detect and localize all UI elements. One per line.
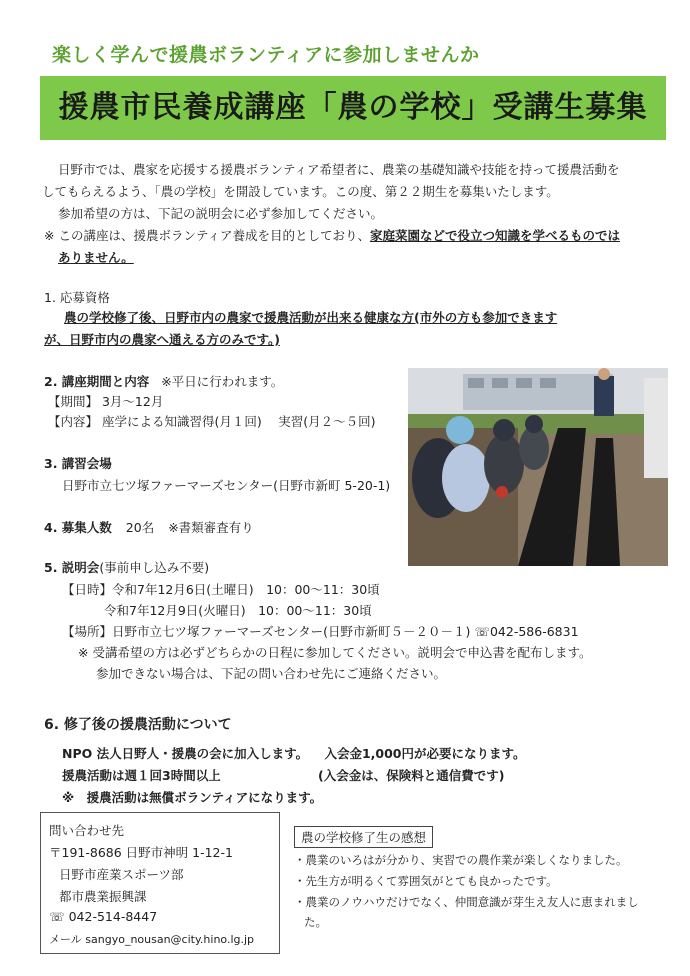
section2-period: 【期間】 3月～12月	[48, 394, 164, 409]
farm-photo-illustration	[408, 368, 668, 566]
section5-heading-row	[44, 558, 209, 576]
section6-line-2b: (入会金は、保険料と通信費です)	[318, 768, 505, 783]
section5-note-2: 参加できない場合は、下記の問い合わせ先にご連絡ください。	[96, 666, 447, 681]
impression-item: ・農業のいろはが分かり、実習での農作業が楽しくなりました。	[294, 853, 628, 867]
section4-heading: 4. 募集人数	[44, 520, 112, 535]
intro-note-line-2: ありません。	[58, 250, 134, 265]
contact-dept-1: 日野市産業スポーツ部	[59, 867, 184, 882]
section4-count: 20名	[125, 520, 155, 535]
impression-item-continued: た。	[304, 915, 327, 929]
intro-note	[44, 226, 620, 244]
section1-line-1: 農の学校修了後、日野市内の農家で援農活動が出来る健康な方(市外の方も参加できます	[64, 310, 558, 325]
contact-phone: ☏ 042-514-8447	[49, 909, 158, 924]
section2-note: ※平日に行われます。	[161, 374, 284, 389]
page-title: 援農市民養成講座「農の学校」受講生募集	[58, 90, 648, 125]
contact-address: 〒191-8686 日野市神明 1-12-1	[49, 845, 233, 860]
section5-date-1: 【日時】令和7年12月6日(土曜日) 10：00～11：30頃	[62, 582, 380, 597]
contact-box	[40, 812, 280, 954]
section6-heading: 6. 修了後の援農活動について	[44, 717, 232, 733]
intro-note-underlined: 家庭菜園などで役立つ知識を学べるものでは	[369, 228, 620, 243]
intro-note-prefix: ※ この講座は、援農ボランティア養成を目的としており、	[44, 228, 370, 243]
impressions-heading: 農の学校修了生の感想	[294, 826, 433, 848]
section4-note: ※書類審査有り	[168, 520, 254, 535]
farm-work-photo	[408, 368, 668, 566]
section5-date-2: 令和7年12月9日(火曜日) 10：00～11：30頃	[104, 603, 372, 618]
section2-heading: 2. 講座期間と内容	[44, 374, 150, 389]
impression-item: ・先生方が明るくて雰囲気がとても良かったです。	[294, 874, 558, 888]
section6-line-2a: 援農活動は週１回3時間以上	[62, 768, 221, 783]
page-subtitle: 楽しく学んで援農ボランティアに参加しませんか	[52, 44, 480, 66]
section3-heading: 3. 講習会場	[44, 456, 112, 471]
intro-line-1: 日野市では、農家を応援する援農ボランティア希望者に、農業の基礎知識や技能を持って援農活動を	[58, 162, 620, 177]
section6-line-1	[62, 744, 526, 762]
section5-place: 【場所】日野市立七ツ塚ファーマーズセンター(日野市新町５－２０－１) ☏042-586-6831	[62, 624, 579, 639]
impression-item: ・農業のノウハウだけでなく、仲間意識が芽生え友人に恵まれまし	[294, 895, 639, 909]
section6-line-3: ※ 援農活動は無償ボランティアになります。	[62, 790, 323, 805]
contact-dept-2: 都市農業振興課	[59, 889, 147, 904]
section5-heading-note: (事前申し込み不要)	[99, 560, 210, 575]
section2-heading-row	[44, 372, 283, 390]
title-banner	[40, 76, 666, 140]
section1-heading: 1. 応募資格	[44, 290, 110, 305]
section2-content: 【内容】 座学による知識習得(月１回) 実習(月２～５回)	[48, 414, 376, 429]
section6-line-1b: 入会金1,000円が必要になります。	[324, 746, 526, 761]
section1-line-2: が、日野市内の農家へ通える方のみです。)	[44, 332, 280, 347]
contact-title: 問い合わせ先	[49, 823, 125, 838]
section6-line-1a: NPO 法人日野人・援農の会に加入します。	[62, 746, 309, 761]
intro-line-3: 参加希望の方は、下記の説明会に必ず参加してください。	[58, 206, 384, 221]
section5-note-1: ※ 受講希望の方は必ずどちらかの日程に参加してください。説明会で申込書を配布します。	[78, 645, 592, 660]
contact-email: メール sangyo_nousan@city.hino.lg.jp	[49, 933, 255, 946]
section3-venue: 日野市立七ツ塚ファーマーズセンター(日野市新町 5-20-1)	[62, 478, 391, 493]
section5-heading: 5. 説明会	[44, 560, 100, 575]
intro-line-2: してもらえるよう、「農の学校」を開設しています。この度、第２２期生を募集いたします。	[42, 184, 559, 199]
section4-row	[44, 518, 254, 536]
